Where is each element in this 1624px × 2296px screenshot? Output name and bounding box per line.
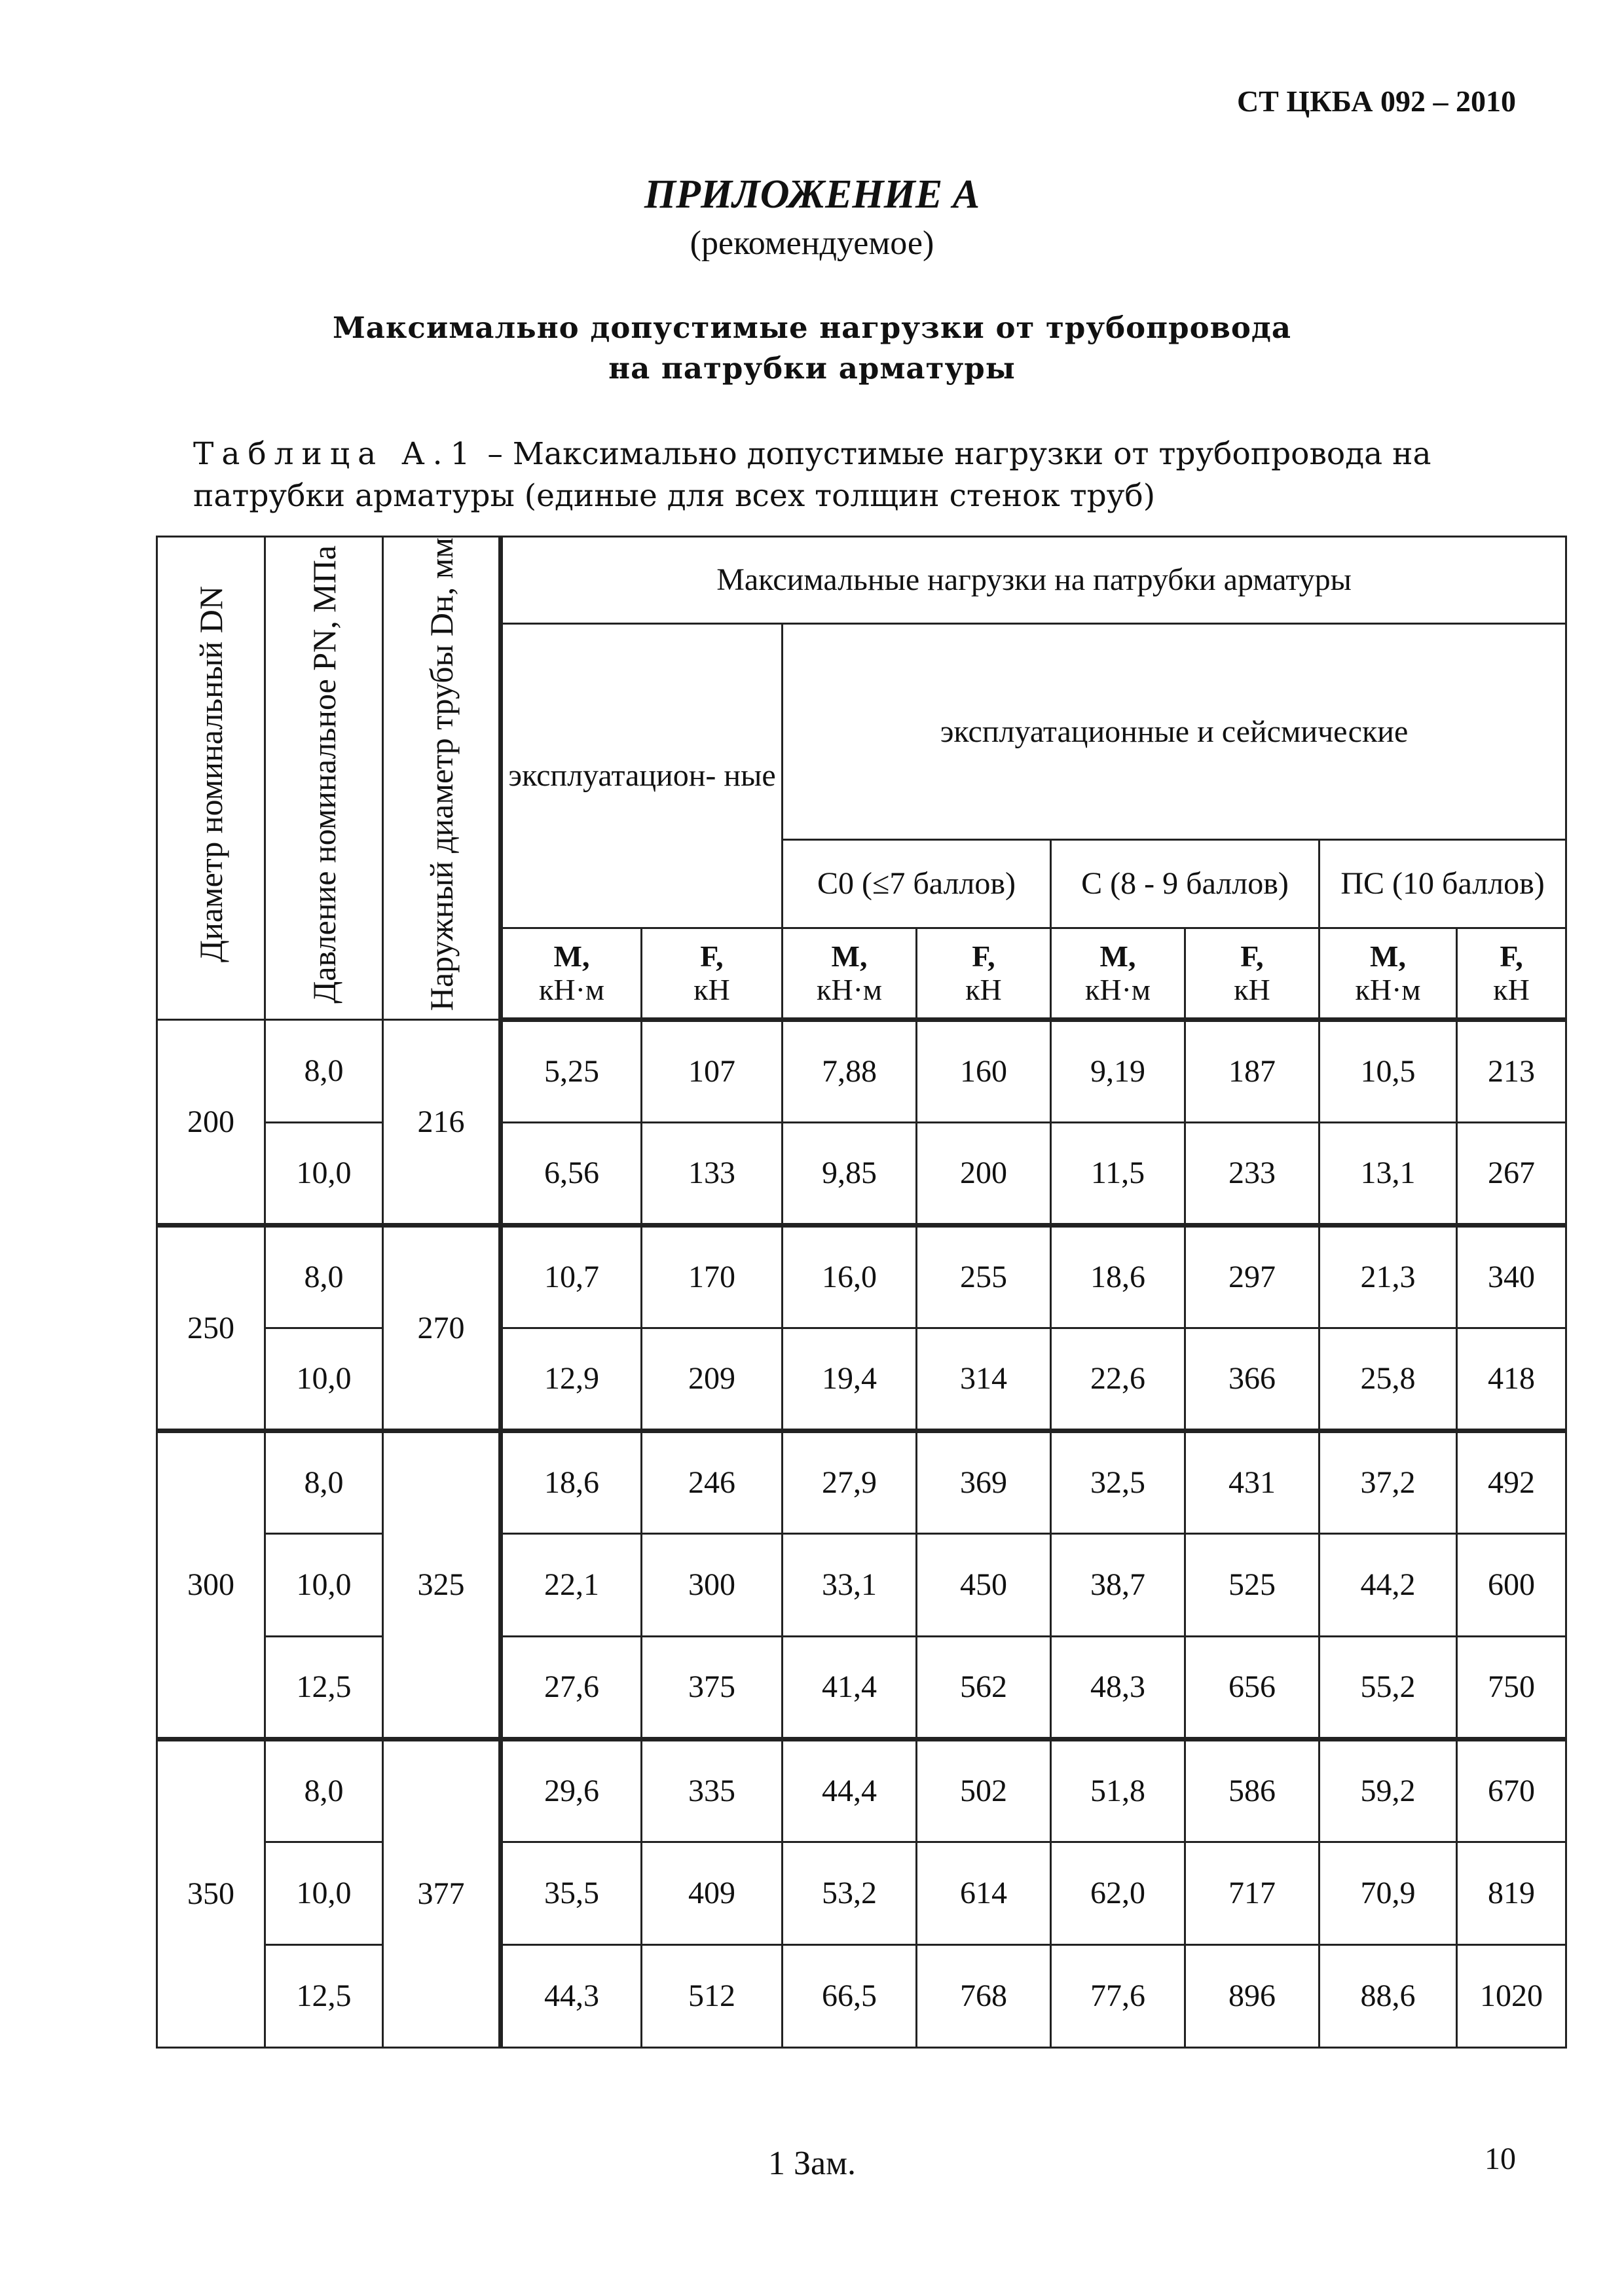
cell-moment: 59,2 [1320, 1739, 1457, 1842]
document-code: СТ ЦКБА 092 – 2010 [1236, 84, 1516, 118]
table-caption-text: – Максимально допустимые нагрузки от трубопровода на патрубки арматуры (единые для всех толщин стенок труб) [193, 436, 1431, 514]
cell-moment: 77,6 [1051, 1944, 1185, 2047]
cell-force: 512 [642, 1944, 783, 2047]
header-dn-text: Диаметр номинальный DN [193, 586, 229, 963]
cell-force: 233 [1185, 1122, 1320, 1225]
cell-moment: 44,4 [783, 1739, 917, 1842]
cell-force: 600 [1457, 1533, 1566, 1636]
cell-moment: 22,6 [1051, 1328, 1185, 1430]
cell-force: 562 [917, 1636, 1051, 1739]
cell-moment: 44,3 [501, 1944, 642, 2047]
cell-moment: 44,2 [1320, 1533, 1457, 1636]
f-label: F, [700, 939, 724, 973]
cell-moment: 55,2 [1320, 1636, 1457, 1739]
cell-force: 297 [1185, 1225, 1320, 1328]
page-number: 10 [1485, 2141, 1516, 2176]
f-label: F, [972, 939, 995, 973]
header-f-c0 [917, 928, 1051, 1019]
cell-moment: 38,7 [1051, 1533, 1185, 1636]
cell-dn: 350 [157, 1739, 265, 2047]
table-row [157, 1430, 1566, 1533]
cell-dh: 216 [383, 1019, 501, 1225]
cell-moment: 33,1 [783, 1533, 917, 1636]
header-f-ps [1457, 928, 1566, 1019]
cell-moment: 53,2 [783, 1842, 917, 1944]
header-f-c [1185, 928, 1320, 1019]
cell-dh: 325 [383, 1430, 501, 1739]
cell-moment: 51,8 [1051, 1739, 1185, 1842]
f-unit: кН [693, 973, 730, 1007]
header-max-loads: Максимальные нагрузки на патрубки арматуры [501, 537, 1566, 624]
header-m-ps [1320, 928, 1457, 1019]
cell-force: 300 [642, 1533, 783, 1636]
cell-moment: 37,2 [1320, 1430, 1457, 1533]
cell-force: 375 [642, 1636, 783, 1739]
cell-force: 340 [1457, 1225, 1566, 1328]
cell-moment: 9,19 [1051, 1019, 1185, 1122]
cell-dh: 270 [383, 1225, 501, 1430]
cell-moment: 18,6 [1051, 1225, 1185, 1328]
f-label: F, [1240, 939, 1264, 973]
header-dh [383, 537, 501, 1020]
cell-force: 431 [1185, 1430, 1320, 1533]
cell-pn: 8,0 [265, 1019, 383, 1122]
cell-moment: 19,4 [783, 1328, 917, 1430]
cell-force: 768 [917, 1944, 1051, 2047]
header-pn-text: Давление номинальное PN, МПа [305, 545, 342, 1004]
cell-force: 525 [1185, 1533, 1320, 1636]
cell-dh: 377 [383, 1739, 501, 2047]
cell-moment: 22,1 [501, 1533, 642, 1636]
header-dn [157, 537, 265, 1020]
cell-force: 750 [1457, 1636, 1566, 1739]
cell-moment: 62,0 [1051, 1842, 1185, 1944]
cell-dn: 300 [157, 1430, 265, 1739]
m-unit: кН·м [817, 973, 882, 1007]
m-unit: кН·м [539, 973, 604, 1007]
cell-force: 200 [917, 1122, 1051, 1225]
table-row [157, 1122, 1566, 1225]
m-unit: кН·м [1355, 973, 1421, 1007]
section-title [0, 308, 1624, 389]
table-row [157, 1019, 1566, 1122]
appendix-subtitle: (рекомендуемое) [690, 225, 934, 262]
table-caption [193, 433, 1503, 517]
f-unit: кН [965, 973, 1002, 1007]
cell-moment: 13,1 [1320, 1122, 1457, 1225]
appendix-title: ПРИЛОЖЕНИЕ А [644, 172, 980, 217]
table-row [157, 1225, 1566, 1328]
cell-force: 418 [1457, 1328, 1566, 1430]
m-unit: кН·м [1085, 973, 1151, 1007]
table-caption-label: Таблица А.1 [193, 436, 478, 472]
cell-force: 409 [642, 1842, 783, 1944]
cell-pn: 10,0 [265, 1122, 383, 1225]
cell-moment: 16,0 [783, 1225, 917, 1328]
cell-force: 335 [642, 1739, 783, 1842]
cell-force: 133 [642, 1122, 783, 1225]
cell-force: 1020 [1457, 1944, 1566, 2047]
cell-moment: 9,85 [783, 1122, 917, 1225]
cell-force: 267 [1457, 1122, 1566, 1225]
header-pn [265, 537, 383, 1020]
cell-pn: 10,0 [265, 1328, 383, 1430]
cell-pn: 12,5 [265, 1636, 383, 1739]
cell-force: 314 [917, 1328, 1051, 1430]
cell-moment: 27,6 [501, 1636, 642, 1739]
m-label: М, [1099, 939, 1136, 973]
cell-force: 213 [1457, 1019, 1566, 1122]
cell-moment: 10,5 [1320, 1019, 1457, 1122]
cell-force: 107 [642, 1019, 783, 1122]
cell-moment: 32,5 [1051, 1430, 1185, 1533]
table-row [157, 1944, 1566, 2047]
header-operational-seismic: эксплуатационные и сейсмические [783, 624, 1566, 840]
cell-pn: 10,0 [265, 1842, 383, 1944]
cell-force: 209 [642, 1328, 783, 1430]
cell-dn: 250 [157, 1225, 265, 1430]
header-operational: эксплуатацион- ные [501, 624, 783, 928]
header-c: С (8 - 9 баллов) [1051, 839, 1320, 928]
header-m-operational [501, 928, 642, 1019]
cell-moment: 48,3 [1051, 1636, 1185, 1739]
header-m-c0 [783, 928, 917, 1019]
table-row [157, 1328, 1566, 1430]
header-c0: С0 (≤7 баллов) [783, 839, 1051, 928]
loads-table [156, 536, 1567, 2049]
cell-pn: 10,0 [265, 1533, 383, 1636]
m-label: М, [1370, 939, 1406, 973]
m-label: М, [553, 939, 590, 973]
cell-force: 450 [917, 1533, 1051, 1636]
cell-force: 187 [1185, 1019, 1320, 1122]
m-label: М, [831, 939, 868, 973]
header-dh-text: Наружный диаметр трубы Dн, мм [422, 538, 460, 1011]
cell-pn: 8,0 [265, 1225, 383, 1328]
cell-moment: 7,88 [783, 1019, 917, 1122]
cell-moment: 11,5 [1051, 1122, 1185, 1225]
cell-force: 717 [1185, 1842, 1320, 1944]
cell-force: 246 [642, 1430, 783, 1533]
cell-force: 160 [917, 1019, 1051, 1122]
cell-moment: 41,4 [783, 1636, 917, 1739]
cell-pn: 12,5 [265, 1944, 383, 2047]
cell-moment: 35,5 [501, 1842, 642, 1944]
cell-moment: 21,3 [1320, 1225, 1457, 1328]
cell-moment: 25,8 [1320, 1328, 1457, 1430]
cell-force: 492 [1457, 1430, 1566, 1533]
cell-moment: 10,7 [501, 1225, 642, 1328]
cell-pn: 8,0 [265, 1430, 383, 1533]
cell-moment: 6,56 [501, 1122, 642, 1225]
table-row [157, 1842, 1566, 1944]
f-label: F, [1500, 939, 1523, 973]
header-ps: ПС (10 баллов) [1320, 839, 1566, 928]
table-row [157, 1636, 1566, 1739]
cell-force: 670 [1457, 1739, 1566, 1842]
cell-force: 170 [642, 1225, 783, 1328]
f-unit: кН [1493, 973, 1530, 1007]
cell-force: 586 [1185, 1739, 1320, 1842]
cell-force: 656 [1185, 1636, 1320, 1739]
cell-force: 369 [917, 1430, 1051, 1533]
footer-note: 1 Зам. [767, 2145, 857, 2182]
cell-moment: 12,9 [501, 1328, 642, 1430]
cell-force: 614 [917, 1842, 1051, 1944]
f-unit: кН [1234, 973, 1270, 1007]
cell-pn: 8,0 [265, 1739, 383, 1842]
header-row-1 [157, 537, 1566, 624]
cell-force: 366 [1185, 1328, 1320, 1430]
cell-moment: 18,6 [501, 1430, 642, 1533]
cell-moment: 66,5 [783, 1944, 917, 2047]
cell-force: 502 [917, 1739, 1051, 1842]
cell-force: 255 [917, 1225, 1051, 1328]
header-m-c [1051, 928, 1185, 1019]
cell-moment: 5,25 [501, 1019, 642, 1122]
cell-dn: 200 [157, 1019, 265, 1225]
cell-force: 819 [1457, 1842, 1566, 1944]
cell-moment: 70,9 [1320, 1842, 1457, 1944]
header-f-operational [642, 928, 783, 1019]
cell-moment: 27,9 [783, 1430, 917, 1533]
cell-force: 896 [1185, 1944, 1320, 2047]
table-row [157, 1533, 1566, 1636]
cell-moment: 88,6 [1320, 1944, 1457, 2047]
section-title-line-1: Максимально допустимые нагрузки от трубопровода [332, 310, 1292, 345]
section-title-line-2: на патрубки арматуры [608, 351, 1016, 386]
cell-moment: 29,6 [501, 1739, 642, 1842]
table-row [157, 1739, 1566, 1842]
